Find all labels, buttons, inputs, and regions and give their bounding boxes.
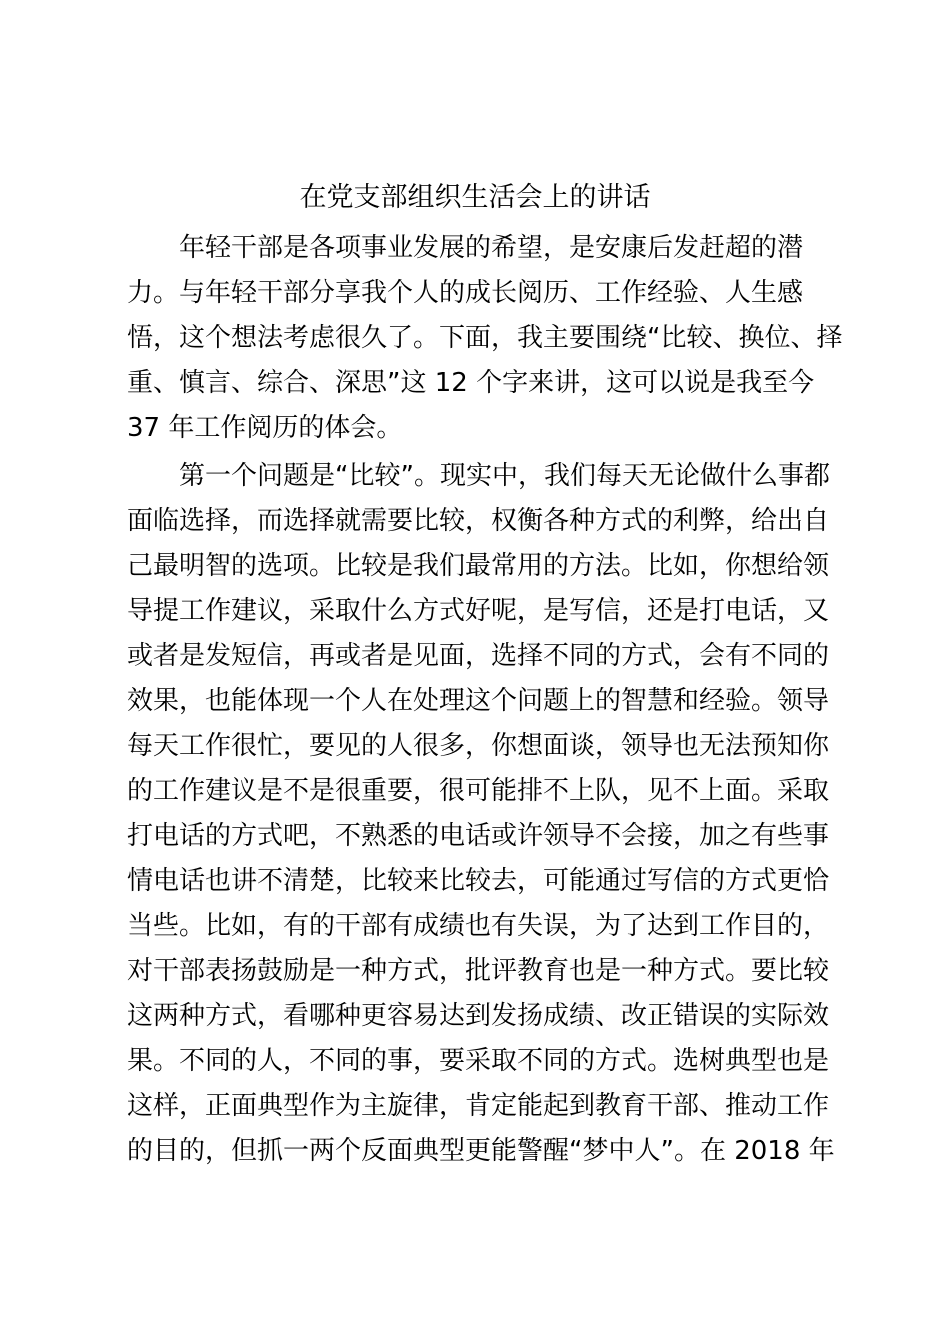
paragraph-intro xyxy=(127,226,843,451)
text-line: 打电话的方式吧，不熟悉的电话或许领导不会接，加之有些事 xyxy=(127,821,830,851)
text-line: 年轻干部是各项事业发展的希望，是安康后发赶超的潜 xyxy=(127,233,804,263)
text-line: 对干部表扬鼓励是一种方式，批评教育也是一种方式。要比较 xyxy=(127,956,830,986)
text-line: 第一个问题是“比较”。现实中，我们每天无论做什么事都 xyxy=(127,461,830,491)
text-line: 力。与年轻干部分享我个人的成长阅历、工作经验、人生感 xyxy=(127,278,804,308)
text-line: 当些。比如，有的干部有成绩也有失误，为了达到工作目的， xyxy=(127,911,830,941)
text-line: 情电话也讲不清楚，比较来比较去，可能通过写信的方式更恰 xyxy=(127,866,830,896)
document-title: 在党支部组织生活会上的讲话 xyxy=(299,182,651,213)
text-line: 重、慎言、综合、深思”这 12 个字来讲，这可以说是我至今 xyxy=(127,368,815,398)
text-line: 每天工作很忙，要见的人很多，你想面谈，领导也无法预知你 xyxy=(127,731,830,761)
text-line: 面临选择，而选择就需要比较，权衡各种方式的利弊，给出自 xyxy=(127,506,830,536)
text-line: 导提工作建议，采取什么方式好呢，是写信，还是打电话，又 xyxy=(127,596,830,626)
text-line: 己最明智的选项。比较是我们最常用的方法。比如，你想给领 xyxy=(127,551,830,581)
document-body xyxy=(127,226,843,1174)
text-line: 果。不同的人，不同的事，要采取不同的方式。选树典型也是 xyxy=(127,1046,830,1076)
paragraph-comparison xyxy=(127,454,835,1174)
text-line: 的工作建议是不是很重要，很可能排不上队，见不上面。采取 xyxy=(127,776,830,806)
text-line: 或者是发短信，再或者是见面，选择不同的方式，会有不同的 xyxy=(127,641,830,671)
text-line: 悟，这个想法考虑很久了。下面，我主要围绕“比较、换位、择 xyxy=(127,323,843,353)
text-line: 的目的，但抓一两个反面典型更能警醒“梦中人”。在 2018 年 xyxy=(127,1136,835,1166)
text-line: 37 年工作阅历的体会。 xyxy=(127,413,403,443)
text-line: 效果，也能体现一个人在处理这个问题上的智慧和经验。领导 xyxy=(127,686,830,716)
text-line: 这两种方式，看哪种更容易达到发扬成绩、改正错误的实际效 xyxy=(127,1001,830,1031)
text-line: 这样，正面典型作为主旋律，肯定能起到教育干部、推动工作 xyxy=(127,1091,830,1121)
